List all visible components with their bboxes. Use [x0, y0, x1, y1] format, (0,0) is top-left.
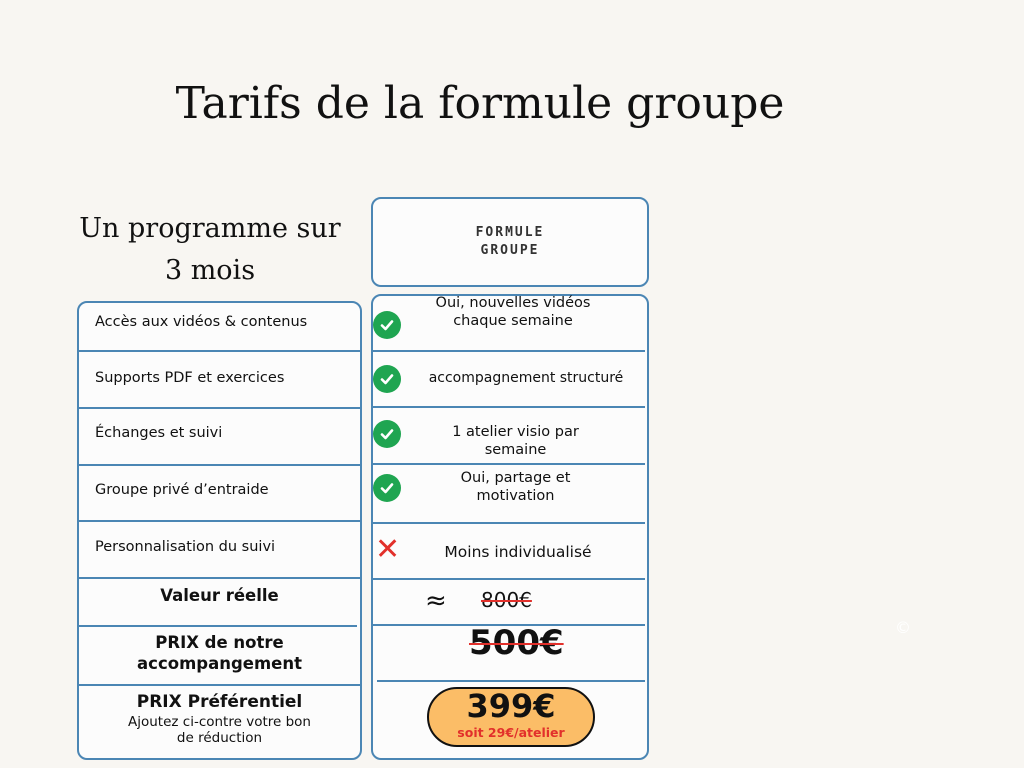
feature-label: Accès aux vidéos & contenus: [95, 314, 308, 330]
cross-icon: ✕: [375, 532, 401, 567]
feature-label: Groupe privé d’entraide: [95, 482, 269, 498]
prix-pref-label: PRIX Préférentiel: [136, 692, 303, 712]
feature-label: Personnalisation du suivi: [95, 539, 276, 555]
prix-notre-label: PRIX de notre accompangement: [137, 633, 302, 673]
preferential-price: 399€: [466, 687, 556, 725]
check-icon: [373, 474, 401, 502]
prix-pref-note: Ajoutez ci-contre votre bon de réduction: [128, 714, 311, 746]
formule-value: Oui, partage et motivation: [460, 470, 571, 504]
formule-value: Oui, nouvelles vidéos chaque semaine: [435, 295, 591, 329]
row-divider: [79, 350, 360, 352]
price-per-atelier: soit 29€/atelier: [457, 725, 565, 740]
formule-header-label: FORMULE GROUPE: [475, 225, 545, 258]
row-divider: [79, 464, 360, 466]
row-divider: [373, 578, 645, 580]
features-column: [77, 301, 362, 760]
check-icon: [373, 311, 401, 339]
row-divider: [377, 680, 645, 682]
formule-value: 1 atelier visio par semaine: [452, 424, 579, 458]
feature-label: Supports PDF et exercices: [95, 370, 285, 386]
approx-symbol: ≈: [425, 586, 447, 616]
prix-notre-price: 500€: [469, 623, 564, 663]
check-icon: [373, 420, 401, 448]
program-subtitle: Un programme sur 3 mois: [79, 213, 341, 286]
feature-label: Échanges et suivi: [95, 425, 223, 441]
formule-value: Moins individualisé: [444, 543, 592, 561]
formule-value: accompagnement structuré: [428, 370, 624, 386]
formule-values-column: [371, 294, 649, 760]
row-divider: [373, 522, 645, 524]
copyright-mark: ©: [895, 618, 911, 637]
preferential-price-badge: [427, 687, 595, 747]
valeur-label: Valeur réelle: [160, 586, 279, 605]
row-divider: [373, 350, 645, 352]
row-divider: [79, 407, 360, 409]
row-divider: [79, 684, 360, 686]
formule-header: [371, 197, 649, 287]
row-divider: [373, 463, 645, 465]
row-divider: [79, 520, 360, 522]
valeur-price: 800€: [481, 588, 532, 612]
row-divider: [373, 406, 645, 408]
row-divider: [79, 625, 357, 627]
page-title: Tarifs de la formule groupe: [175, 78, 785, 129]
check-icon: [373, 365, 401, 393]
row-divider: [79, 577, 360, 579]
